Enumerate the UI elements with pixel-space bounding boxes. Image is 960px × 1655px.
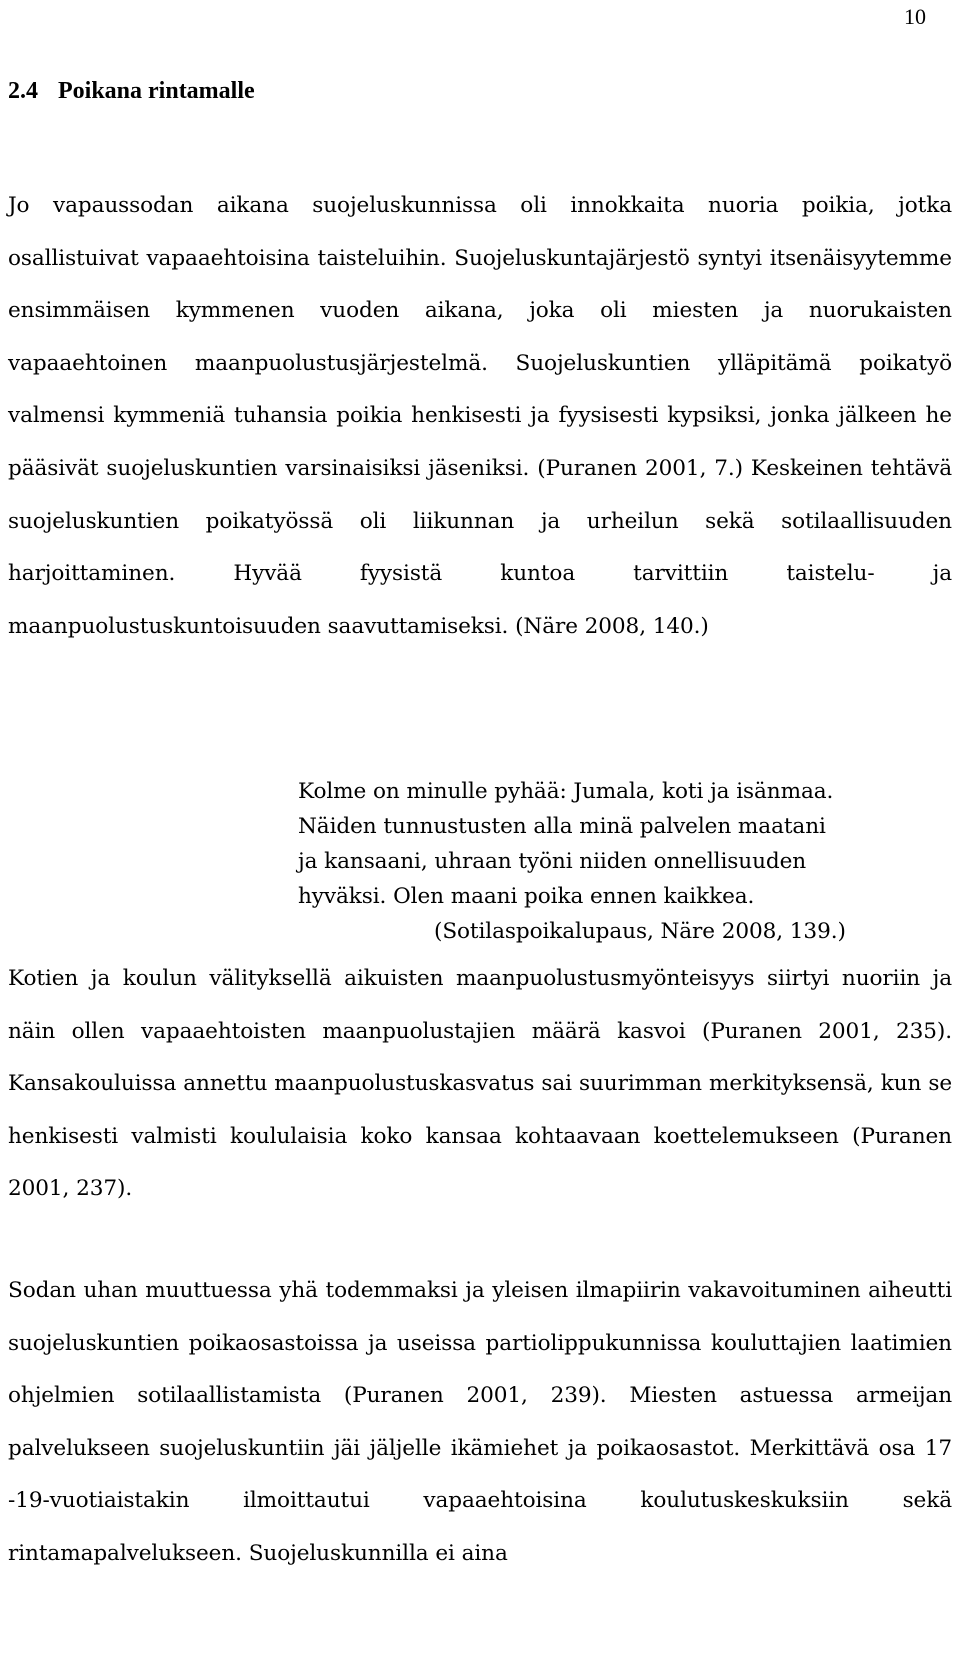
paragraph-3: Sodan uhan muuttuessa yhä todemmaksi ja yleisen ilmapiirin vakavoituminen aiheutti suojeluskuntien poikaosastoissa ja useissa partiolippukunnissa kouluttajien laatimien ohjelmien sotilaallistamista (Puranen 2001, 239). Miesten astuessa armeijan palvelukseen suojeluskuntiin jäi jäljelle ikämiehet ja poikaosastot. Merkittävä osa 17 -19-vuotiaistakin ilmoittautui vapaaehtoisina koulutuskeskuksiin sekä rintamapalvelukseen. Suojeluskunnilla ei aina	[8, 1278, 952, 1566]
page-number: 10	[904, 4, 926, 29]
section-number: 2.4	[8, 78, 38, 104]
quote-line: Kolme on minulle pyhää: Jumala, koti ja isänmaa.	[298, 779, 834, 804]
quote-line: Näiden tunnustusten alla minä palvelen maatani	[298, 814, 826, 839]
block-quote	[298, 774, 938, 949]
quote-line: hyväksi. Olen maani poika ennen kaikkea.	[298, 884, 755, 909]
section-title: Poikana rintamalle	[58, 78, 255, 104]
section-heading	[8, 78, 255, 105]
paragraph-1: Jo vapaussodan aikana suojeluskunnissa oli innokkaita nuoria poikia, jotka osallistuivat vapaaehtoisina taisteluihin. Suojeluskuntajärjestö syntyi itsenäisyytemme ensimmäisen kymmenen vuoden aikana, joka oli miesten ja nuorukaisten vapaaehtoinen maanpuolustusjärjestelmä. Suojeluskuntien ylläpitämä poikatyö valmensi kymmeniä tuhansia poikia henkisesti ja fyysisesti kypsiksi, jonka jälkeen he pääsivät suojeluskuntien varsinaisiksi jäseniksi. (Puranen 2001, 7.) Keskeinen tehtävä suojeluskuntien poikatyössä oli liikunnan ja urheilun sekä sotilaallisuuden harjoittaminen. Hyvää fyysistä kuntoa tarvittiin taistelu- ja maanpuolustuskuntoisuuden saavuttamiseksi. (Näre 2008, 140.)	[8, 193, 952, 639]
quote-source: (Sotilaspoikalupaus, Näre 2008, 139.)	[434, 919, 846, 944]
quote-line: ja kansaani, uhraan työni niiden onnellisuuden	[298, 849, 807, 874]
paragraph-2: Kotien ja koulun välityksellä aikuisten maanpuolustusmyönteisyys siirtyi nuoriin ja näin ollen vapaaehtoisten maanpuolustajien määrä kasvoi (Puranen 2001, 235). Kansakouluissa annettu maanpuolustuskasvatus sai suurimman merkityksensä, kun se henkisesti valmisti koululaisia koko kansaa kohtaavaan koettelemukseen (Puranen 2001, 237).	[8, 966, 952, 1202]
